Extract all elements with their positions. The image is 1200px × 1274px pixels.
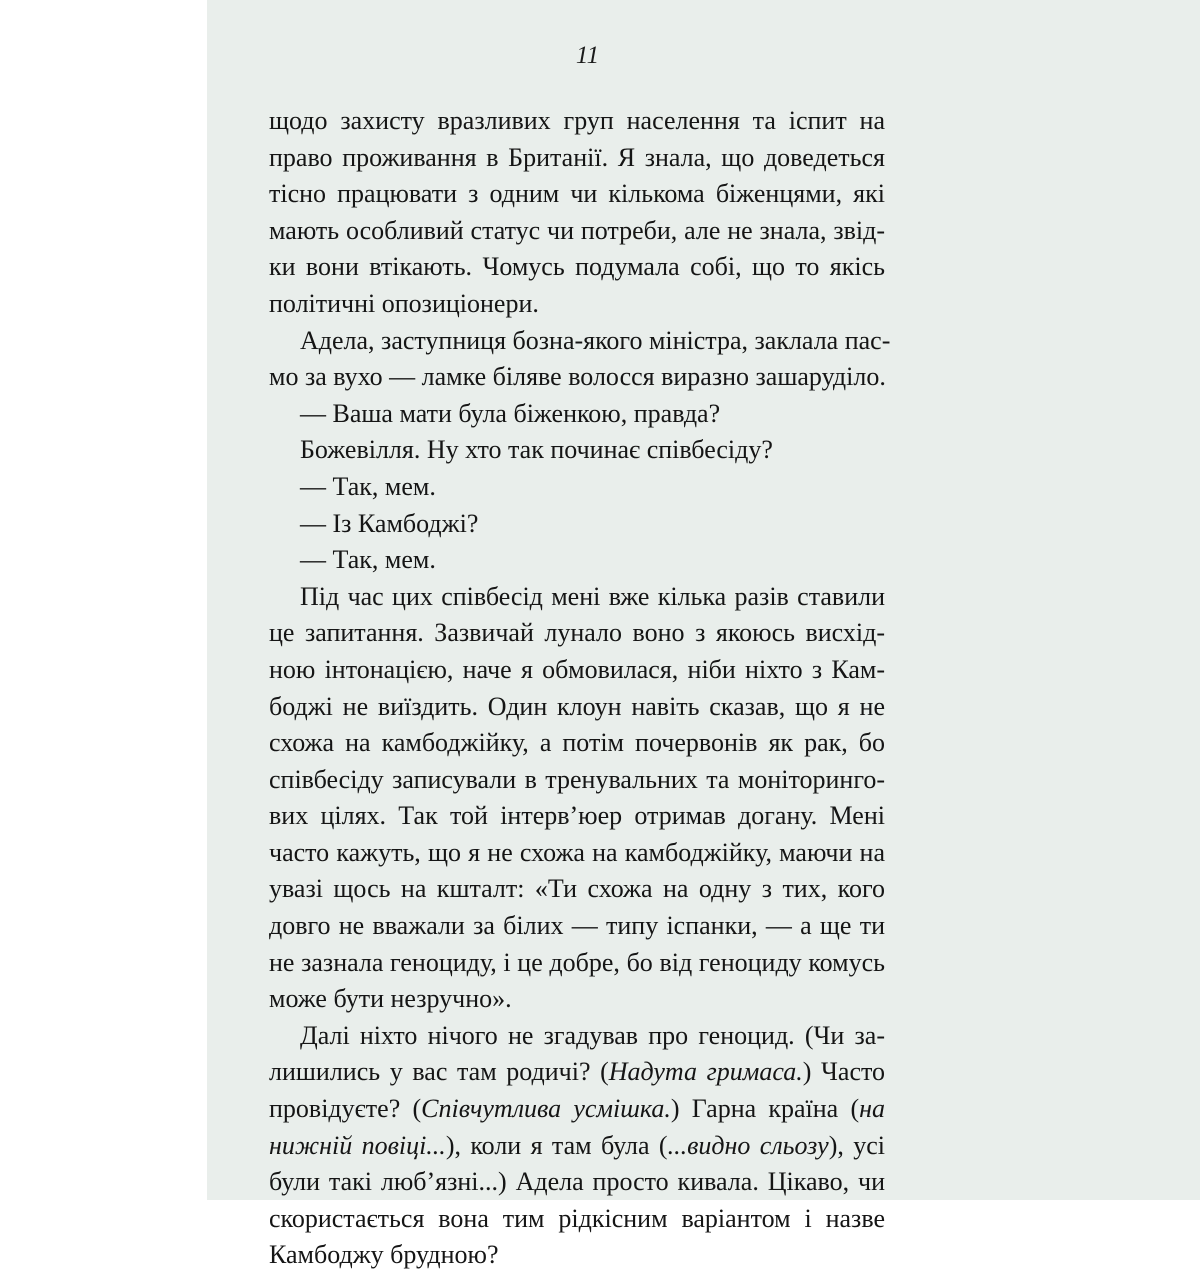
text-line: мо за вухо — ламке біляве волосся виразно зашаруділо. [269,362,886,392]
text-line: політичні опозиціонери. [269,288,539,318]
body-text [269,103,891,1274]
text-line: ною інтонацією, наче я обмовилася, ніби ніхто з Кам- [269,654,885,684]
text-line: — Так, мем. [300,545,436,575]
text-line: увазі щось на кшталт: «Ти схожа на одну з тих, кого [269,874,885,904]
italic-text-segment: Надута гримаса. [608,1057,803,1087]
text-line: часто кажуть, що я не схожа на камбоджійку, маючи на [269,837,885,867]
italic-text-segment: нижній повіці... [269,1130,446,1160]
text-line: Камбоджу брудною? [269,1240,499,1270]
text-line [269,1054,885,1091]
italic-text-segment: Співчутлива усмішка. [421,1094,671,1124]
text-line: — Так, мем. [300,471,436,501]
text-line: — Ваша мати була біженкою, правда? [300,398,721,428]
text-line: не зазнала геноциду, і це добре, бо від геноциду комусь [269,947,885,977]
text-line: щодо захисту вразливих груп населення та іспит на [269,106,885,135]
text-line: боджі не виїздить. Один клоун навіть сказав, що я не [269,691,885,721]
text-segment: ) Часто [802,1057,886,1087]
text-segment: лишились у вас там родичі? ( [269,1057,609,1087]
text-line: мають особливий статус чи потреби, але не знала, звід- [269,215,885,245]
italic-text-segment: на [859,1094,886,1124]
text-line: право проживання в Британії. Я знала, що доведеться [269,142,885,172]
text-line: — Із Камбоджі? [300,508,479,538]
text-segment: ), коли я там була ( [445,1130,668,1160]
book-page [207,0,1200,1270]
text-line: Під час цих співбесід мені вже кілька разів ставили [300,581,885,611]
text-line: скористається вона тим рідкісним варіантом і назве [269,1203,885,1233]
text-line [269,1128,885,1165]
text-line: Далі ніхто нічого не згадував про геноцид. (Чи за- [300,1020,885,1050]
text-line: Божевілля. Ну хто так починає співбесіду? [300,435,773,465]
text-segment: ) Гарна країна ( [670,1094,860,1124]
italic-text-segment: ...видно сльозу [667,1130,829,1160]
text-line: це запитання. Зазвичай лунало воно з якоюсь висхід- [269,618,885,648]
text-line [269,1091,885,1128]
page-number: 11 [575,42,600,69]
text-segment: провідуєте? ( [269,1094,422,1124]
text-line: Адела, заступниця бозна-якого міністра, заклала пас- [300,325,891,355]
text-line: схожа на камбоджійку, а потім почервонів як рак, бо [269,728,885,758]
text-line: може бути незручно». [269,984,512,1014]
text-line: вих цілях. Так той інтерв’юер отримав догану. Мені [269,801,885,831]
text-line: ки вони втікають. Чомусь подумала собі, що то якісь [269,252,885,282]
text-line: були такі люб’язні...) Адела просто кивала. Цікаво, чи [269,1167,885,1197]
text-line: довго не вважали за білих — типу іспанки, — а ще ти [269,911,885,941]
text-segment: ), усі [828,1130,885,1160]
text-line: тісно працювати з одним чи кількома біженцями, які [269,179,885,209]
text-line: співбесіду записували в тренувальних та моніторинго- [269,764,885,794]
